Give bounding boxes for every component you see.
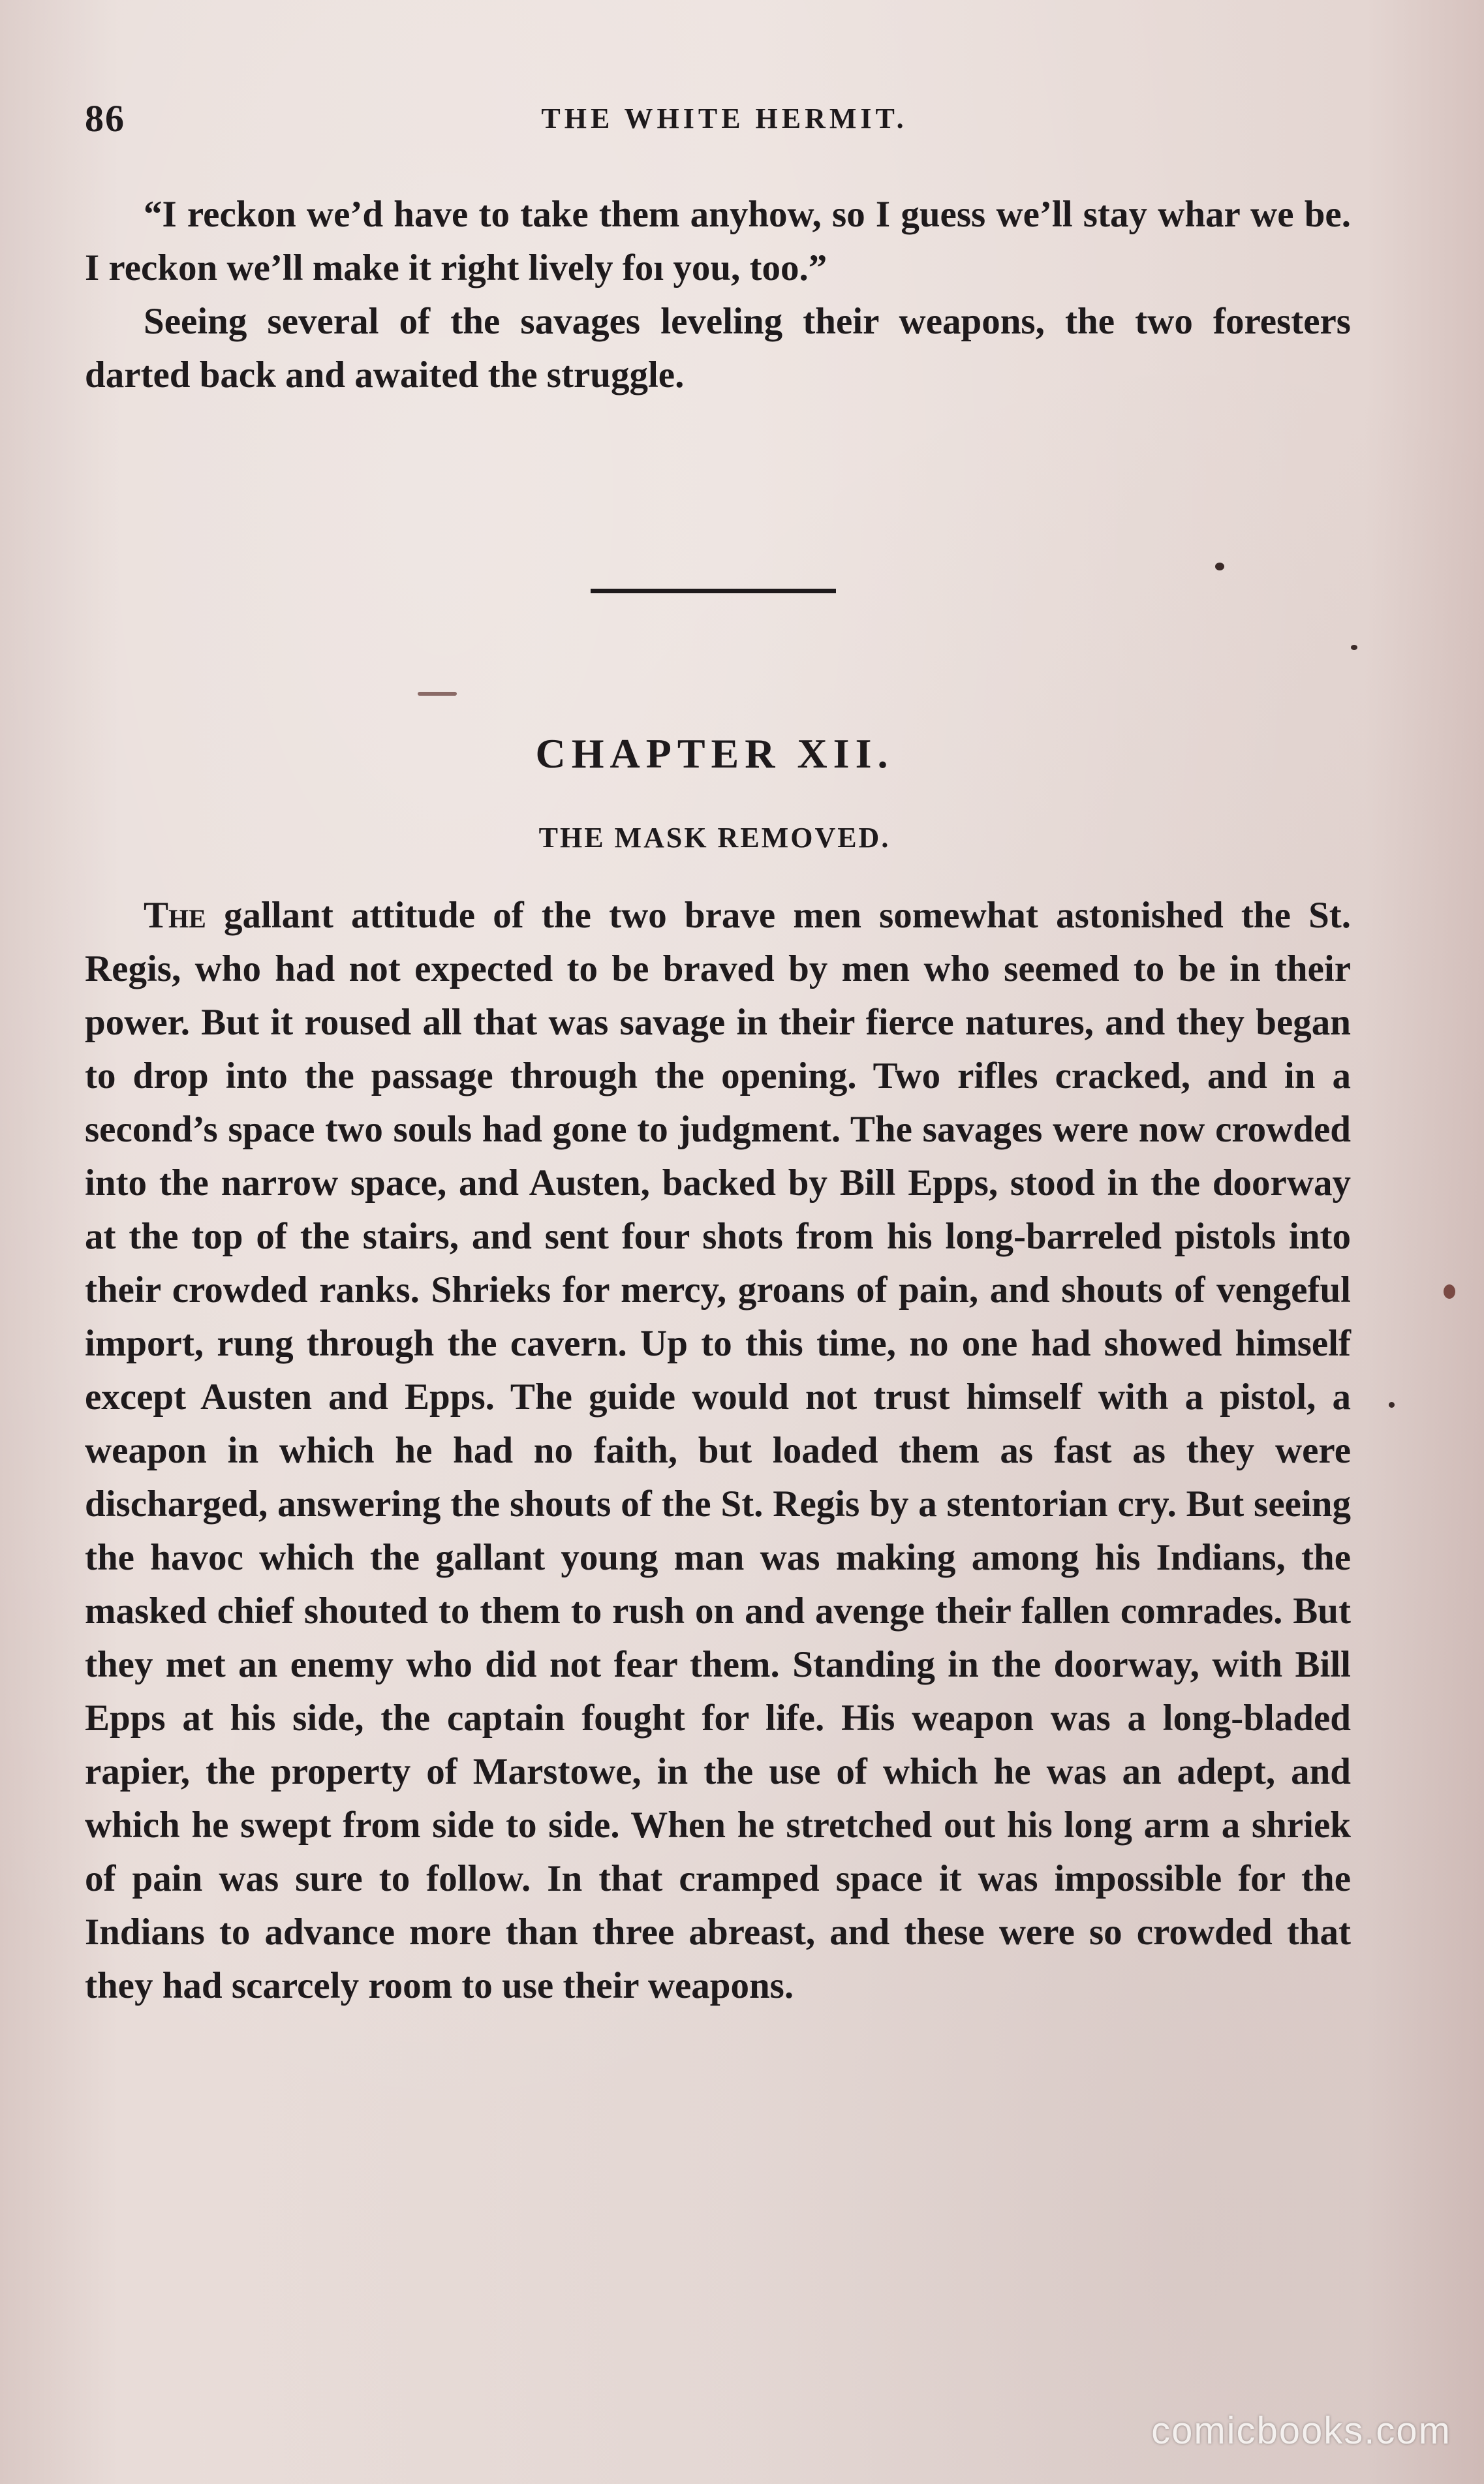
preceding-text	[85, 188, 1351, 402]
paper-speck	[1444, 1284, 1455, 1299]
paragraph-dialogue: “I reckon we’d have to take them anyhow, so I guess we’ll stay whar we be. I reckon we’ll make it right lively foı you, too.”	[85, 194, 1351, 288]
chapter-subtitle: THE MASK REMOVED.	[538, 822, 891, 854]
paragraph-struggle: Seeing several of the savages leveling their weapons, the two foresters darted back and awaited the struggle.	[85, 301, 1351, 396]
chapter-paragraph	[85, 889, 1351, 2013]
opening-word: The	[144, 895, 206, 936]
chapter-title: CHAPTER XII.	[535, 730, 894, 777]
section-divider	[591, 589, 836, 593]
paper-speck	[1351, 645, 1357, 650]
chapter-body	[85, 889, 1351, 2013]
running-head: THE WHITE HERMIT.	[541, 102, 908, 134]
page-header	[85, 97, 1364, 142]
watermark: comicbooks.com	[1151, 2410, 1451, 2452]
paper-speck	[418, 692, 457, 696]
paper-speck	[1389, 1402, 1395, 1408]
paper-speck	[1215, 563, 1224, 570]
paragraph-text: gallant attitude of the two brave men somewhat astonished the St. Regis, who had not expected to be braved by men who seemed to be in their power. But it roused all that was savage in their fierce natures, and they began to drop into the passage through the opening. Two rifles cracked, and in a second’s space two souls had gone to judgment. The savages were now crowded into the narrow space, and Austen, backed by Bill Epps, stood in the doorway at the top of the stairs, and sent four shots from his long-barreled pistols into their crowded ranks. Shrieks for mercy, groans of pain, and shouts of vengeful import, rung through the cavern. Up to this time, no one had showed himself except Austen and Epps. The guide would not trust himself with a pistol, a weapon in which he had no faith, but loaded them as fast as they were discharged, answering the shouts of the St. Regis by a stentorian cry. But seeing the havoc which the gallant young man was making among his Indians, the masked chief shouted to them to rush on and avenge their fallen comrades. But they met an enemy who did not fear them. Standing in the doorway, with Bill Epps at his side, the captain fought for life. His weapon was a long-bladed rapier, the property of Marstowe, in the use of which he was an adept, and which he swept from side to side. When he stretched out his long arm a shriek of pain was sure to follow. In that cramped space it was impossible for the Indians to advance more than three abreast, and these were so crowded that they had scarcely room to use their weapons.	[85, 895, 1351, 2006]
page-number: 86	[85, 97, 125, 140]
